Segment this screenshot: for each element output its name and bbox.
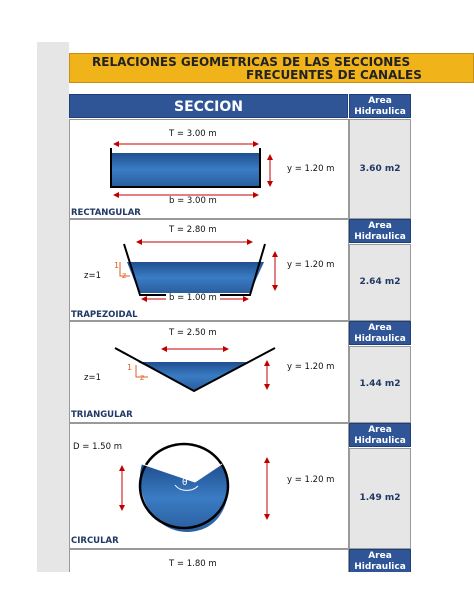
z-label: z=1 <box>81 271 104 282</box>
area-header: Area Hidraulica <box>349 321 411 345</box>
water-fill <box>138 362 250 390</box>
area-header: Area Hidraulica <box>349 423 411 447</box>
y-label: y = 1.20 m <box>284 362 337 373</box>
water-fill <box>127 262 264 293</box>
t-label: T = 2.50 m <box>166 328 220 339</box>
area-value-triangular: 1.44 m2 <box>349 346 411 423</box>
section-next <box>69 549 349 572</box>
title-banner <box>69 53 474 83</box>
section-name: TRIANGULAR <box>71 410 133 420</box>
section-triangular <box>69 321 349 423</box>
water-fill <box>112 153 259 186</box>
b-label: b = 1.00 m <box>166 293 220 304</box>
slope-horizontal-label: z <box>122 271 127 280</box>
slope-horizontal-label: z <box>140 373 145 382</box>
z-label: z=1 <box>81 373 104 384</box>
area-header: Area Hidraulica <box>349 219 411 243</box>
t-label: T = 1.80 m <box>166 559 220 570</box>
slope-vertical-label: 1 <box>127 363 133 372</box>
section-name: CIRCULAR <box>71 536 119 546</box>
y-label: y = 1.20 m <box>284 475 337 486</box>
theta-label: θ <box>182 478 188 488</box>
section-circular <box>69 423 349 549</box>
section-name: RECTANGULAR <box>71 208 141 218</box>
area-value-rectangular: 3.60 m2 <box>349 119 411 219</box>
section-name: TRAPEZOIDAL <box>71 310 138 320</box>
area-value-trapezoidal: 2.64 m2 <box>349 244 411 321</box>
y-label: y = 1.20 m <box>284 164 337 175</box>
y-label: y = 1.20 m <box>284 260 337 271</box>
area-header: Area Hidraulica <box>349 94 411 118</box>
slope-vertical-label: 1 <box>114 261 120 270</box>
t-label: T = 2.80 m <box>166 225 220 236</box>
sheet-margin <box>37 42 69 572</box>
area-value-circular: 1.49 m2 <box>349 448 411 549</box>
section-trapezoidal <box>69 219 349 321</box>
b-label: b = 3.00 m <box>166 196 220 207</box>
sections-table <box>69 94 412 572</box>
title-line-1: RELACIONES GEOMETRICAS DE LAS SECCIONES <box>92 55 411 69</box>
section-rectangular <box>69 119 349 219</box>
area-header: Area Hidraulica <box>349 549 411 572</box>
seccion-header: SECCION <box>69 94 348 118</box>
t-label: T = 3.00 m <box>166 129 220 140</box>
title-line-2: FRECUENTES DE CANALES <box>246 68 422 82</box>
d-label: D = 1.50 m <box>70 442 125 453</box>
